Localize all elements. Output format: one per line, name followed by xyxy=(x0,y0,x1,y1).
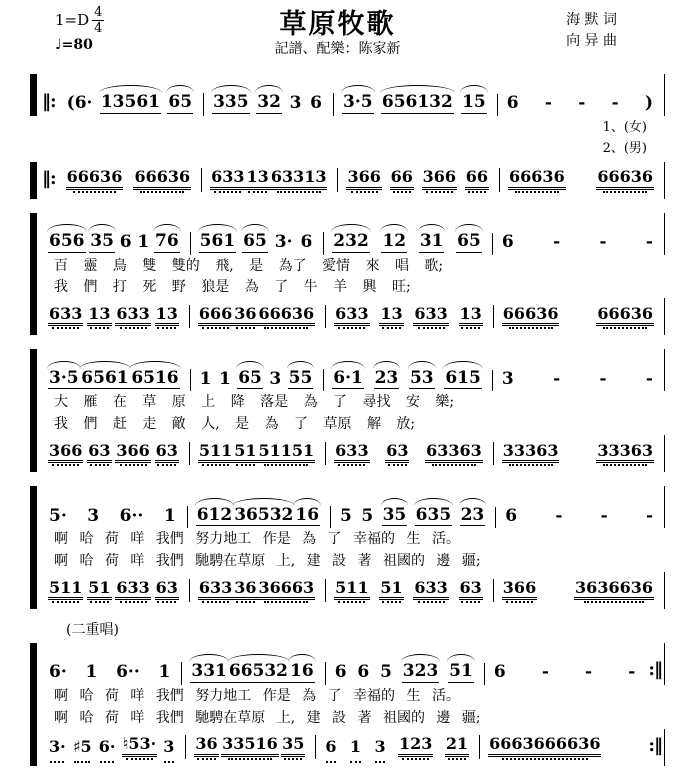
measure xyxy=(492,233,664,255)
note-group: 51 xyxy=(449,661,473,682)
note-group: 13 xyxy=(87,305,111,326)
measure xyxy=(493,305,664,328)
measure xyxy=(325,662,484,685)
note-group: 63 xyxy=(385,442,409,463)
lyrics-verse-2: 我 們 打 死 野 狼是 為 了 牛 羊 興 旺; xyxy=(54,279,411,296)
system-4 xyxy=(30,486,665,609)
composer-credit: 向 异 曲 xyxy=(566,33,617,49)
note-group: 36 xyxy=(233,305,257,326)
system-4-melody-line xyxy=(40,486,665,528)
measure xyxy=(495,507,664,529)
note-group: 51 xyxy=(87,579,111,600)
note-group: 666 xyxy=(198,305,233,326)
system-3-accomp-line xyxy=(40,435,665,472)
note-group: 366 xyxy=(115,442,150,463)
system-1-accomp-line xyxy=(30,162,665,199)
note-group: 6 xyxy=(501,232,514,253)
note-group: 6 xyxy=(300,232,313,253)
measure xyxy=(187,506,330,529)
note-group: 53 xyxy=(409,367,434,388)
note-group: 63 xyxy=(87,442,111,463)
repeat-open-sign: ‖: xyxy=(42,90,56,112)
note-group: 66636 xyxy=(596,168,654,189)
note-group: 65 xyxy=(457,231,481,252)
note-group: 633 xyxy=(48,305,83,326)
measure xyxy=(337,168,499,191)
note-group: 635 xyxy=(415,504,452,525)
note-group: 63313 xyxy=(270,168,328,189)
note-group: 36532 xyxy=(234,504,294,525)
repeat-open-sign: ‖: xyxy=(42,168,56,190)
note-group: 6· xyxy=(98,737,116,757)
note-group: 366 xyxy=(346,168,381,189)
note-group: 21 xyxy=(445,735,469,756)
note-group: 511 xyxy=(334,579,369,600)
note-group: 633 xyxy=(413,305,448,326)
note-group: 33363 xyxy=(596,442,654,463)
note-group: 36 xyxy=(194,735,218,756)
system-1 xyxy=(30,74,665,199)
lyrics-verse-2: 我 們 赶 走 敵 人, 是 為 了 草原 解 放; xyxy=(54,416,416,433)
verse-labels xyxy=(30,116,665,162)
note-group: 6· xyxy=(49,662,67,683)
note-group: 3636636 xyxy=(574,579,654,600)
lyrics-verse-1: 大 雁 在 草 原 上 降 落是 為 了 尋找 安 樂; xyxy=(54,394,455,411)
note-group: 633 xyxy=(198,579,233,600)
note-group: - xyxy=(645,368,653,389)
note-group: 12 xyxy=(382,231,407,252)
note-group: - xyxy=(553,368,561,389)
note-group: 6 xyxy=(506,93,519,114)
note-group: 36663 xyxy=(258,579,316,600)
lyrics-verse-1: 百 靈 鳥 雙 雙的 飛, 是 為了 愛情 來 唱 歌; xyxy=(54,257,444,274)
measure xyxy=(323,369,492,392)
note-group: 15 xyxy=(462,92,486,113)
note-group: 3·5 xyxy=(343,92,373,113)
measure xyxy=(40,735,185,758)
note-group: - xyxy=(578,93,586,114)
note-group: 633 xyxy=(115,579,150,600)
measure xyxy=(325,305,493,328)
measure xyxy=(185,735,315,758)
note-group: 65 xyxy=(238,367,262,388)
note-group: - xyxy=(645,505,654,526)
measure xyxy=(190,232,324,255)
note-group: 66636 xyxy=(502,305,560,326)
note-group: - xyxy=(585,662,593,683)
note-group: 5· xyxy=(49,505,67,526)
measure xyxy=(40,579,189,602)
note-group: 3· xyxy=(49,737,66,757)
note-group: 633 xyxy=(334,442,369,463)
note-group: 5 xyxy=(380,662,392,683)
measure xyxy=(58,168,201,191)
note-group: 6·1 xyxy=(333,367,363,388)
note-group: 36 xyxy=(233,579,257,600)
note-group: 66636 xyxy=(66,168,124,189)
note-group: 615 xyxy=(445,367,481,388)
system-3 xyxy=(30,349,665,472)
lyricist-credit: 海 默 词 xyxy=(566,12,617,28)
note-group: 656 xyxy=(49,231,85,252)
note-group: 633 xyxy=(210,168,245,189)
system-4-accomp-line xyxy=(40,572,665,609)
note-group: 6·· xyxy=(116,662,140,683)
measure xyxy=(40,369,190,392)
repeat-close-sign: :‖ xyxy=(648,659,662,681)
measure xyxy=(203,93,333,116)
note-group: 65 xyxy=(168,92,193,113)
note-group: ♯5 xyxy=(72,737,92,757)
lyrics-verse-2: 啊 哈 荷 咩 我們 馳騁在草原 上, 建 設 著 祖國的 邊 疆; xyxy=(54,709,481,726)
note-group: 3·5 xyxy=(49,367,79,388)
note-group: 6516 xyxy=(131,367,179,388)
measure xyxy=(499,168,664,191)
note-group: 66636 xyxy=(508,168,566,189)
note-group: 13 xyxy=(155,305,179,326)
repeat-close-sign: :‖ xyxy=(648,735,662,757)
note-group: 3 xyxy=(374,737,386,757)
note-group: 63363 xyxy=(425,442,483,463)
note-group: 123 xyxy=(398,735,433,756)
note-group: 13 xyxy=(379,305,403,326)
measure xyxy=(58,93,203,116)
note-group: 1 xyxy=(137,232,150,253)
verse-label-female: 1、(女) xyxy=(602,120,647,135)
note-group: - xyxy=(544,93,552,114)
note-group: ♮53· xyxy=(122,735,158,756)
note-group: - xyxy=(541,662,549,683)
note-group: 323 xyxy=(402,661,439,682)
note-group: 6 xyxy=(119,232,132,253)
note-group: 35 xyxy=(382,504,407,525)
note-group: 1 xyxy=(158,662,171,683)
note-group: 65 xyxy=(243,231,267,252)
note-group: 55 xyxy=(288,367,313,388)
note-group: 66532 xyxy=(228,661,289,682)
note-group: 35 xyxy=(281,735,305,756)
note-group: 13 xyxy=(459,305,483,326)
note-group: 1 xyxy=(218,368,231,389)
note-group: 366 xyxy=(48,442,83,463)
note-group: 33516 xyxy=(221,735,279,756)
note-group: 3· xyxy=(274,232,293,253)
measure xyxy=(201,168,337,191)
note-group: 35 xyxy=(90,231,114,252)
measure xyxy=(189,579,325,602)
note-group: 51151 xyxy=(258,442,316,463)
note-group: 63 xyxy=(155,579,179,600)
note-group: 6561 xyxy=(81,367,129,388)
note-group: - xyxy=(555,505,563,526)
note-group: - xyxy=(599,232,607,253)
score-body xyxy=(0,74,675,766)
key-signature: 1=D xyxy=(55,11,90,30)
note-group: 3 xyxy=(87,505,100,526)
note-group: - xyxy=(611,93,619,114)
measure xyxy=(325,579,493,602)
note-group: 6 xyxy=(310,93,322,114)
measure xyxy=(40,442,189,465)
lyrics-verse-1: 啊 哈 荷 咩 我們 努力地工 作是 為 了 幸福的 生 活。 xyxy=(54,687,460,704)
note-group: 366 xyxy=(422,168,457,189)
measure xyxy=(333,93,497,116)
note-group: - xyxy=(645,232,653,253)
note-group: 612 xyxy=(196,504,233,525)
note-group: 31 xyxy=(419,231,444,252)
note-group: 1 xyxy=(349,737,362,757)
note-group: 1 xyxy=(85,662,98,683)
note-group: 16 xyxy=(295,504,320,525)
verse-label-male: 2、(男) xyxy=(602,140,647,156)
note-group: 3 xyxy=(163,737,175,757)
note-group: 633 xyxy=(334,305,369,326)
measure xyxy=(40,663,181,685)
note-group: 51 xyxy=(233,442,257,463)
measure xyxy=(189,442,325,465)
note-group: (6· xyxy=(66,93,93,114)
note-group: - xyxy=(628,662,636,683)
note-group: 561 xyxy=(199,231,236,252)
measure xyxy=(330,506,495,529)
time-signature-numerator: 4 xyxy=(94,5,103,20)
duet-section-label: (二重唱) xyxy=(66,621,119,638)
note-group: 66636 xyxy=(258,305,316,326)
measure xyxy=(323,232,492,255)
note-group: 76 xyxy=(154,231,179,252)
score-header xyxy=(0,0,675,60)
note-group: 6 xyxy=(325,737,337,757)
note-group: 5 xyxy=(340,505,352,526)
note-group: 66636 xyxy=(596,305,654,326)
tempo-marking: ♩=80 xyxy=(55,37,93,53)
note-group: 3 xyxy=(501,368,514,389)
note-group: 656132 xyxy=(381,92,453,113)
measure xyxy=(190,369,324,392)
note-group: 66 xyxy=(390,168,414,189)
note-group: 6 xyxy=(357,662,370,683)
note-group: 66636 xyxy=(133,168,191,189)
note-group: 6663666636 xyxy=(488,735,601,756)
note-group: 1 xyxy=(199,368,212,389)
credits-block xyxy=(566,10,617,52)
note-group: 33363 xyxy=(502,442,560,463)
lyrics-verse-1: 啊 哈 荷 咩 我們 努力地工 作是 為 了 幸福的 生 活。 xyxy=(54,531,460,548)
note-group: 63 xyxy=(155,442,179,463)
system-2-melody-line xyxy=(40,213,665,255)
measure xyxy=(189,305,325,328)
note-group: 5 xyxy=(361,505,374,526)
note-group: 13561 xyxy=(100,92,160,113)
note-group: 232 xyxy=(333,231,369,252)
note-group: 511 xyxy=(198,442,233,463)
note-group: 23 xyxy=(460,504,485,525)
system-5-melody-line xyxy=(40,643,665,685)
note-group: - xyxy=(553,232,561,253)
note-group: 1 xyxy=(163,505,176,526)
song-title: 草原牧歌 xyxy=(279,9,396,40)
measure xyxy=(493,442,664,465)
note-group: 16 xyxy=(290,661,314,682)
system-5-accomp-line xyxy=(40,729,665,766)
notation-credit: 記譜、配樂：陈家新 xyxy=(274,41,401,57)
note-group: 633 xyxy=(115,305,150,326)
note-group: 63 xyxy=(459,579,483,600)
measure xyxy=(493,579,664,602)
note-group: 335 xyxy=(213,92,249,113)
note-group: 3 xyxy=(269,368,282,389)
measure xyxy=(325,442,493,465)
system-5 xyxy=(30,643,665,766)
note-group: 331 xyxy=(191,661,227,682)
system-2 xyxy=(30,213,665,336)
system-1-melody-line xyxy=(30,74,665,116)
note-group: ) xyxy=(644,93,653,114)
measure xyxy=(479,735,646,758)
lyrics-verse-2: 啊 哈 荷 咩 我們 馳騁在草原 上, 建 設 著 祖國的 邊 疆; xyxy=(54,553,481,570)
measure xyxy=(40,507,187,529)
measure xyxy=(40,232,190,255)
note-group: - xyxy=(600,505,608,526)
measure xyxy=(492,370,664,392)
measure xyxy=(497,94,664,116)
note-group: 51 xyxy=(379,579,403,600)
note-group: 6 xyxy=(493,662,506,683)
note-group: 66 xyxy=(465,168,489,189)
note-group: 366 xyxy=(502,579,537,600)
system-3-melody-line xyxy=(40,349,665,391)
time-signature-denominator: 4 xyxy=(94,21,103,36)
note-group: 6 xyxy=(334,662,347,683)
note-group: 6·· xyxy=(119,505,144,526)
measure xyxy=(40,305,189,328)
measure xyxy=(484,663,647,685)
system-2-accomp-line xyxy=(40,298,665,335)
note-group: 3 xyxy=(289,93,302,114)
note-group: 511 xyxy=(48,579,83,600)
note-group: 32 xyxy=(257,92,281,113)
note-group: - xyxy=(599,368,607,389)
measure xyxy=(181,662,324,685)
note-group: 633 xyxy=(413,579,448,600)
note-group: 6 xyxy=(505,505,518,526)
note-group: 23 xyxy=(374,367,399,388)
note-group: 13 xyxy=(246,168,270,189)
measure xyxy=(315,735,479,758)
